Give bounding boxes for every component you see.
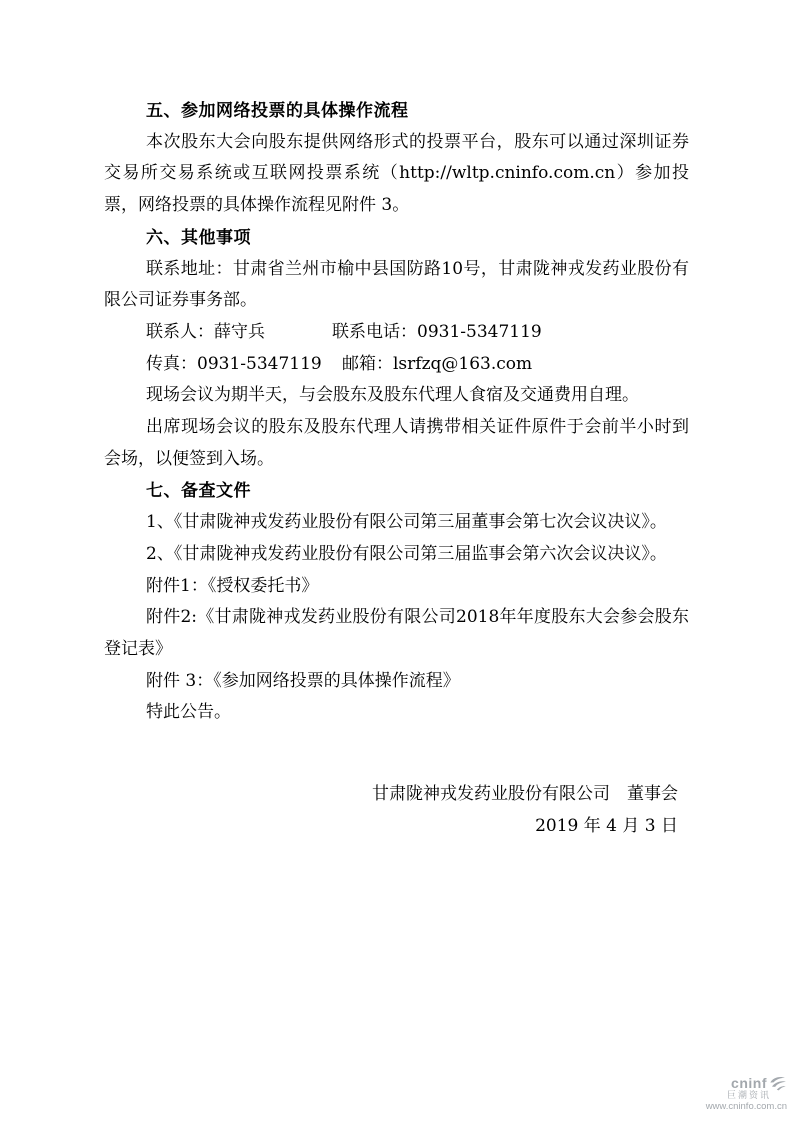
contact-row-person-phone [104,317,689,349]
signature-date: 2019 年 4 月 3 日 [535,815,678,836]
cninfo-logo [706,1075,787,1113]
document-content [104,95,689,842]
signature-block [104,779,689,842]
attachment-2: 附件2:《甘肃陇神戎发药业股份有限公司2018年年度股东大会参会股东登记表》 [104,607,689,659]
cninfo-logo-text: cninf [731,1074,767,1091]
contact-row-fax-email [104,349,689,381]
contact-address: 联系地址：甘肃省兰州市榆中县国防路10号，甘肃陇神戎发药业股份有限公司证券事务部。 [104,258,689,311]
section5-heading: 五、参加网络投票的具体操作流程 [146,101,409,120]
attendance-note: 出席现场会议的股东及股东代理人请携带相关证件原件于会前半小时到会场，以便签到入场。 [104,417,689,469]
section6-heading: 六、其他事项 [146,227,251,247]
attachment-1: 附件1：《授权委托书》 [146,575,319,596]
cninfo-logo-row [706,1075,787,1091]
reference-doc-1: 1、《甘肃陇神戎发药业股份有限公司第三届董事会第七次会议决议》。 [146,512,667,533]
contact-person: 联系人：薛守兵 [146,321,265,342]
closing-statement: 特此公告。 [146,702,231,723]
reference-doc-2: 2、《甘肃陇神戎发药业股份有限公司第三届监事会第六次会议决议》。 [146,543,667,564]
cninfo-logo-url: www.cninfo.com.cn [705,1101,787,1113]
section5-paragraph: 本次股东大会向股东提供网络形式的投票平台，股东可以通过深圳证券交易所交易系统或互联网投票系统（http://wltp.cninfo.com.cn）参加投票，网络投票的具体操作流程见附件 3。 [104,131,689,216]
attachment-3: 附件 3：《参加网络投票的具体操作流程》 [146,670,460,691]
cninfo-logo-chinese: 巨潮资讯 [726,1089,771,1100]
section7-heading: 七、备查文件 [146,481,251,501]
contact-phone: 联系电话：0931-5347119 [332,321,542,342]
signature-company: 甘肃陇神戎发药业股份有限公司 董事会 [372,784,678,805]
meeting-duration-note: 现场会议为期半天，与会股东及股东代理人食宿及交通费用自理。 [146,385,639,406]
contact-email: 邮箱：lsrfzq@163.com [342,353,533,374]
cninfo-swirl-icon [769,1075,787,1091]
contact-fax: 传真：0931-5347119 [146,353,322,374]
